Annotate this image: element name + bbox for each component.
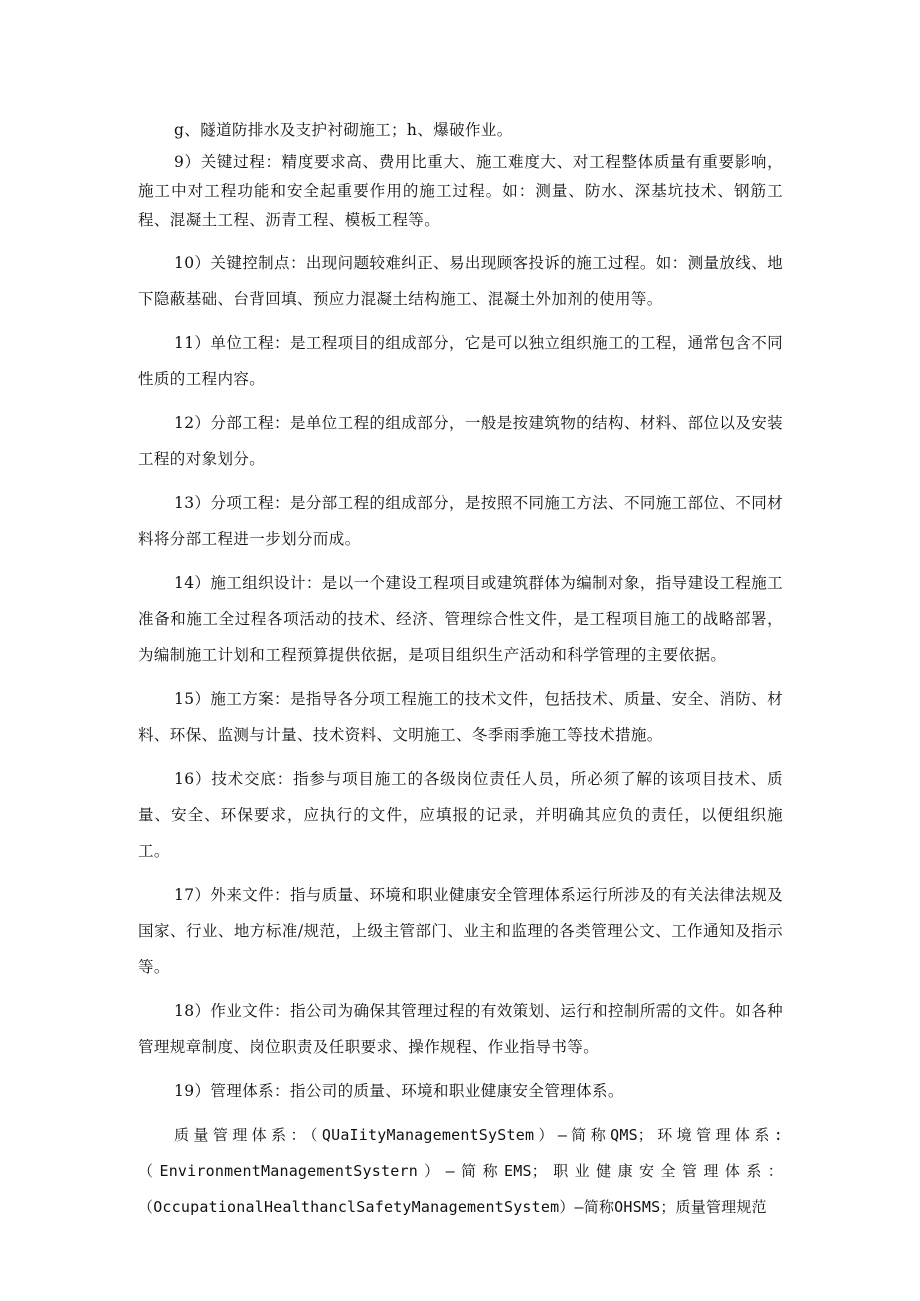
paragraph-work-documents: 18）作业文件：指公司为确保其管理过程的有效策划、运行和控制所需的文件。如各种管理规章制度、岗位职责及任职要求、操作规程、作业指导书等。 bbox=[138, 1002, 783, 1056]
paragraph-unit-project: 11）单位工程：是工程项目的组成部分，它是可以独立组织施工的工程，通常包含不同性质的工程内容。 bbox=[138, 334, 783, 388]
paragraph-sub-project: 12）分部工程：是单位工程的组成部分，一般是按建筑物的结构、材料、部位以及安装工程的对象划分。 bbox=[138, 414, 783, 468]
paragraph-construction-design: 14）施工组织设计：是以一个建设工程项目或建筑群体为编制对象，指导建设工程施工准备和施工全过程各项活动的技术、经济、管理综合性文件，是工程项目施工的战略部署，为编制施工计划和工程预算提供依据，是项目组织生产活动和科学管理的主要依据。 bbox=[138, 574, 783, 664]
paragraph-g-h-items: g、隧道防排水及支护衬砌施工；h、爆破作业。 bbox=[174, 121, 513, 139]
paragraph-item-project: 13）分项工程：是分部工程的组成部分，是按照不同施工方法、不同施工部位、不同材料将分部工程进一步划分而成。 bbox=[138, 494, 783, 548]
paragraph-external-documents: 17）外来文件：指与质量、环境和职业健康安全管理体系运行所涉及的有关法律法规及国家、行业、地方标准/规范，上级主管部门、业主和监理的各类管理公文、工作通知及指示等。 bbox=[138, 886, 783, 976]
paragraph-key-process: 9）关键过程：精度要求高、费用比重大、施工难度大、对工程整体质量有重要影响，施工中对工程功能和安全起重要作用的施工过程。如：测量、防水、深基坑技术、钢筋工程、混凝土工程、沥青工程、模板工程等。 bbox=[138, 153, 783, 229]
paragraph-management-system: 19）管理体系：指公司的质量、环境和职业健康安全管理体系。 bbox=[174, 1082, 624, 1100]
paragraph-construction-plan: 15）施工方案：是指导各分项工程施工的技术文件，包括技术、质量、安全、消防、材料、环保、监测与计量、技术资料、文明施工、冬季雨季施工等技术措施。 bbox=[138, 690, 783, 744]
paragraph-system-abbreviations: 质量管理体系：（QUaIityManagementSyStem）—简称QMS；环境管理体系:（EnvironmentManagementSystern）—简称EMS；职业健康安全管理体系：（OccupationalHealthanclSafetyManagementSystem）—简称OHSMS；质量管理规范 bbox=[138, 1126, 783, 1216]
paragraph-technical-briefing: 16）技术交底：指参与项目施工的各级岗位责任人员，所必须了解的该项目技术、质量、安全、环保要求，应执行的文件，应填报的记录，并明确其应负的责任，以便组织施工。 bbox=[138, 770, 783, 860]
paragraph-key-control-point: 10）关键控制点：出现问题较难纠正、易出现顾客投诉的施工过程。如：测量放线、地下隐蔽基础、台背回填、预应力混凝土结构施工、混凝土外加剂的使用等。 bbox=[138, 254, 783, 308]
document-body bbox=[138, 112, 783, 1233]
